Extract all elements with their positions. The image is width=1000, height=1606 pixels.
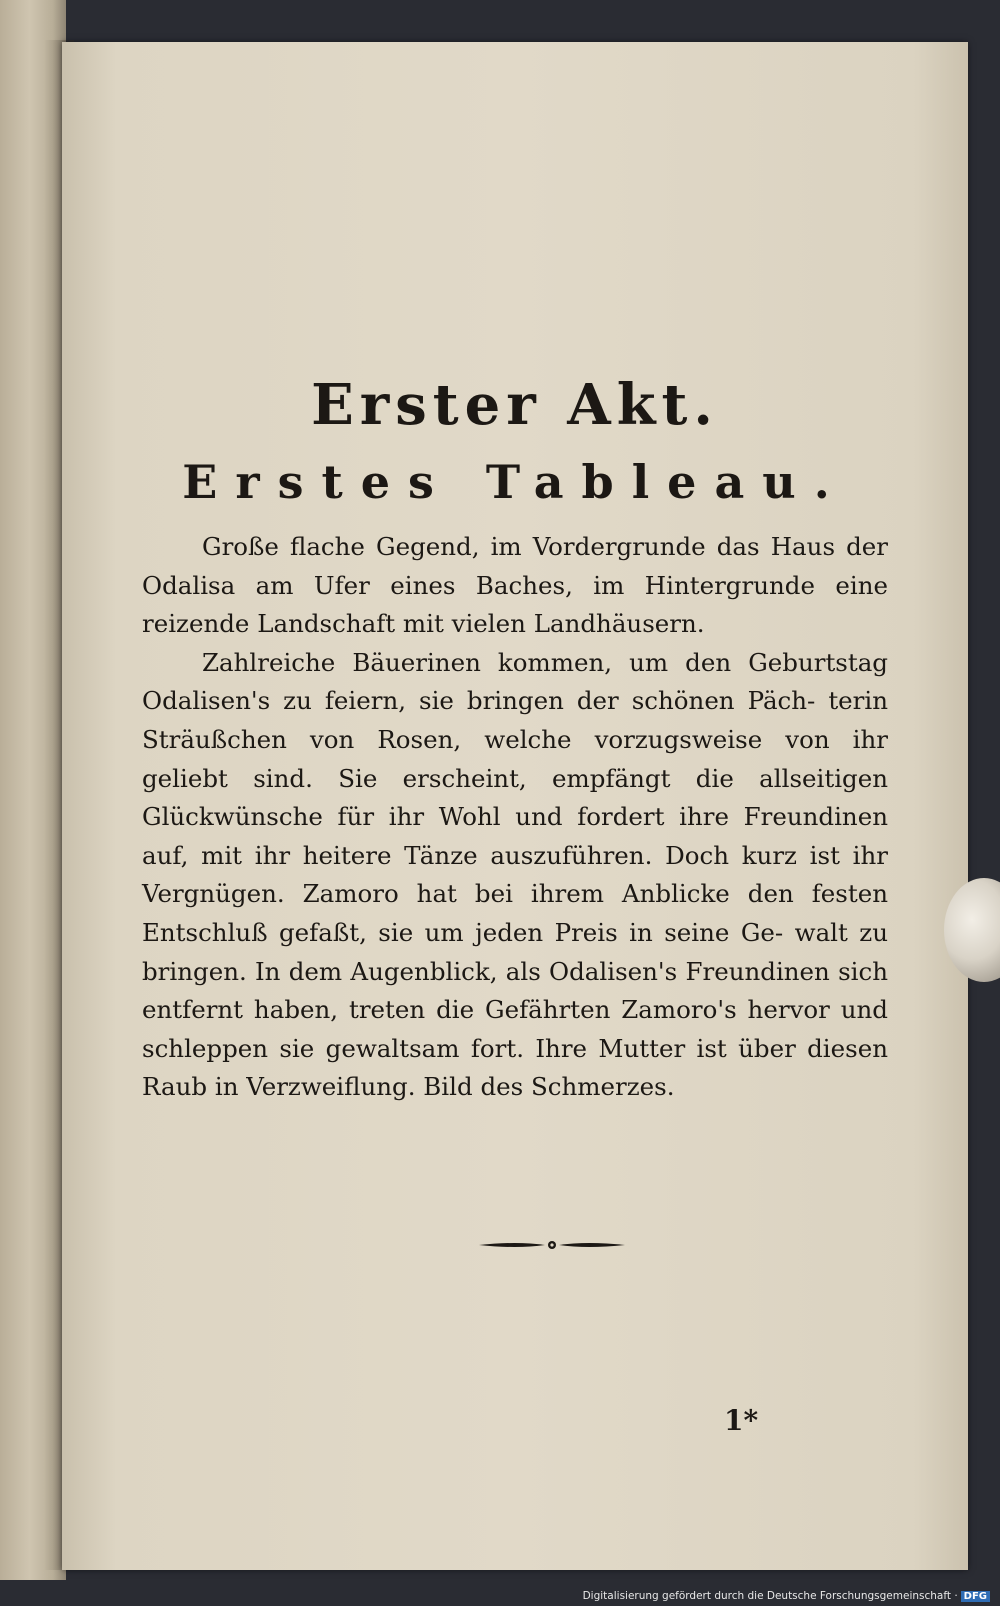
paragraph-setting: Große flache Gegend, im Vordergrunde das Haus der Odalisa am Ufer eines Baches, im Hintergrunde eine reizende Landschaft mit vielen Landhäusern. xyxy=(142,532,888,639)
page-number: 1* xyxy=(724,1404,759,1437)
credit-text: Digitalisierung gefördert durch die Deutsche Forschungsgemeinschaft · xyxy=(582,1590,958,1602)
ornament-divider xyxy=(477,1238,627,1252)
page-content xyxy=(142,342,888,1107)
dfg-logo: DFG xyxy=(961,1591,990,1602)
book-page xyxy=(62,42,968,1570)
bleed-through-bottom xyxy=(62,1122,968,1382)
digitization-credit xyxy=(583,1590,990,1602)
act-title: Erster Akt. xyxy=(311,372,719,438)
paragraph-action: Zahlreiche Bäuerinen kommen, um den Geburtstag Odalisen's zu feiern, sie bringen der schönen Päch- terin Sträußchen von Rosen, welche vorzugsweise von ihr geliebt sind. Sie erscheint, empfängt die allseitigen Glückwünsche für ihr Wohl und fordert ihre Freundinen auf, mit ihr heitere Tänze auszuführen. Doch kurz ist ihr Vergnügen. Zamoro hat bei ihrem Anblicke den festen Entschluß gefaßt, sie um jeden Preis in seine Ge- walt zu bringen. In dem Augenblick, als Odalisen's Freundinen sich entfernt haben, treten die Gefährten Zamoro's hervor und schleppen sie gewaltsam fort. Ihre Mutter ist über diesen Raub in Verzweiflung. Bild des Schmerzes. xyxy=(142,647,888,1102)
tableau-title: Erstes Tableau. xyxy=(182,455,848,509)
